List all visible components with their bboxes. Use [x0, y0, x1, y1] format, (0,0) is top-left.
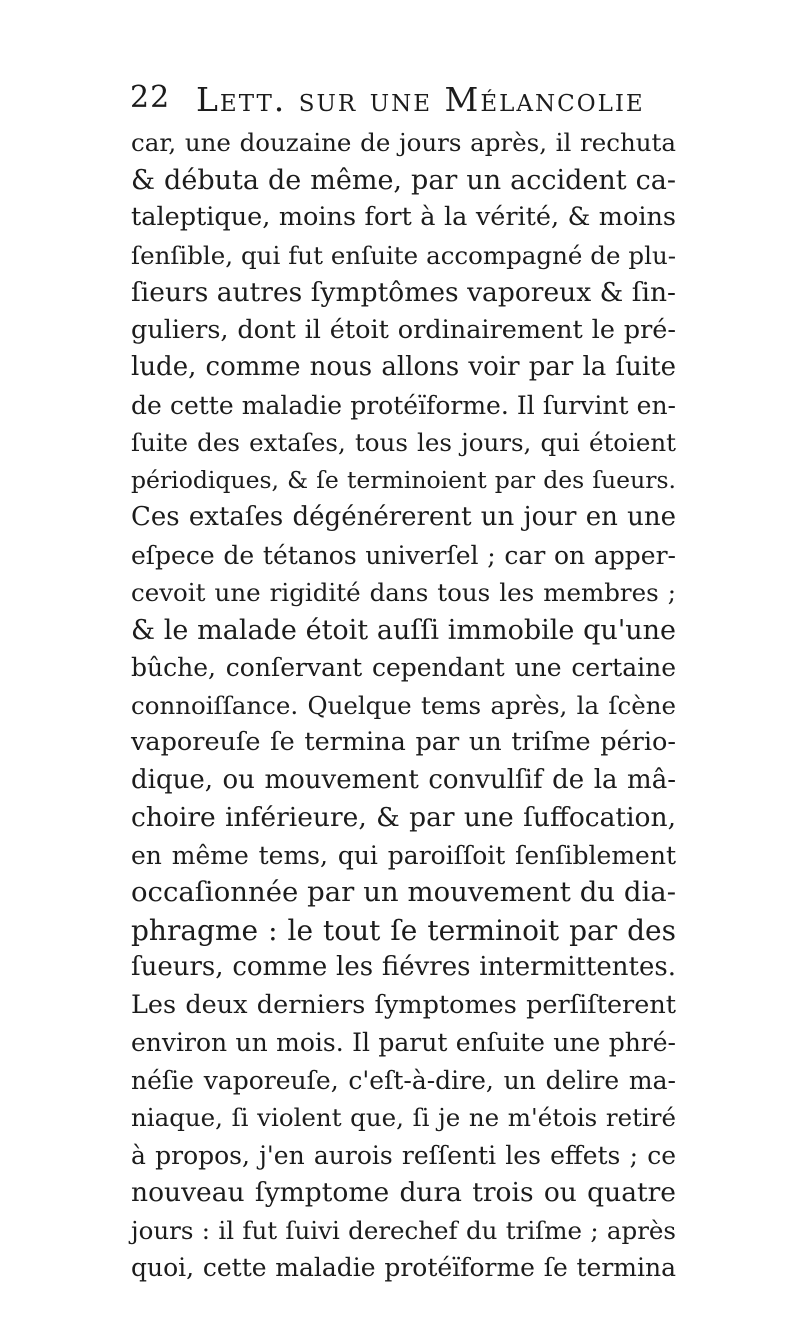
text-line: lude, comme nous allons voir par la ſuite [131, 352, 676, 382]
text-line: car, une douzaine de jours après, il rechuta [131, 128, 676, 157]
text-line: Ces extaſes dégénérerent un jour en une [131, 502, 676, 532]
page-number: 22 [130, 80, 171, 115]
text-line: choire inférieure, & par une ſuffocation, [131, 802, 676, 833]
text-line: & le malade étoit auſſi immobile qu'une [131, 614, 676, 646]
text-line: cevoit une rigidité dans tous les membres ; [131, 578, 676, 607]
text-line: de cette maladie protéïforme. Il ſurvint en- [131, 390, 676, 420]
text-line: jours : il fut ſuivi derechef du triſme ; après [131, 1215, 676, 1245]
text-line: ſueurs, comme les fiévres intermittentes. [131, 952, 676, 982]
body-text [131, 124, 676, 1287]
text-line: en même tems, qui paroiſſoit ſenſiblement [131, 840, 676, 870]
text-line: bûche, conſervant cependant une certaine [131, 653, 676, 682]
text-line: ſenſible, qui fut enſuite accompagné de plu- [131, 240, 676, 270]
text-line: ſuite des extaſes, tous les jours, qui étoient [131, 428, 676, 457]
text-line: nouveau ſymptome dura trois ou quatre [131, 1177, 676, 1208]
text-line: ſieurs autres ſymptômes vaporeux & ſin- [131, 277, 676, 308]
text-line: environ un mois. Il parut enſuite une phré- [131, 1028, 676, 1057]
text-line: périodiques, & ſe terminoient par des ſueurs. [131, 465, 676, 494]
running-head [130, 80, 675, 124]
text-line: à propos, j'en aurois reſſenti les effets ; ce [131, 1140, 676, 1170]
text-line: niaque, ſi violent que, ſi je ne m'étois retiré [131, 1103, 676, 1132]
text-line: phragme : le tout ſe terminoit par des [131, 913, 676, 947]
text-line: guliers, dont il étoit ordinairement le pré- [131, 314, 676, 345]
running-title: Lett. sur une Mélancolie [196, 80, 645, 119]
text-line: néſie vaporeuſe, c'eſt-à-dire, un delire ma- [131, 1065, 676, 1095]
text-line: occaſionnée par un mouvement du dia- [131, 876, 676, 908]
text-line: eſpece de tétanos univerſel ; car on apper- [131, 540, 676, 570]
text-line: quoi, cette maladie protéïforme ſe termina [131, 1253, 676, 1282]
text-line: & débuta de même, par un accident ca- [131, 164, 676, 196]
text-line: connoiſſance. Quelque tems après, la ſcène [131, 690, 676, 720]
text-line: Les deux derniers ſymptomes perſiſterent [131, 989, 676, 1020]
text-line: taleptique, moins fort à la vérité, & moins [131, 202, 676, 232]
text-line: vaporeuſe ſe termina par un triſme pério- [131, 727, 676, 757]
text-line: dique, ou mouvement convulſif de la mâ- [131, 764, 676, 795]
